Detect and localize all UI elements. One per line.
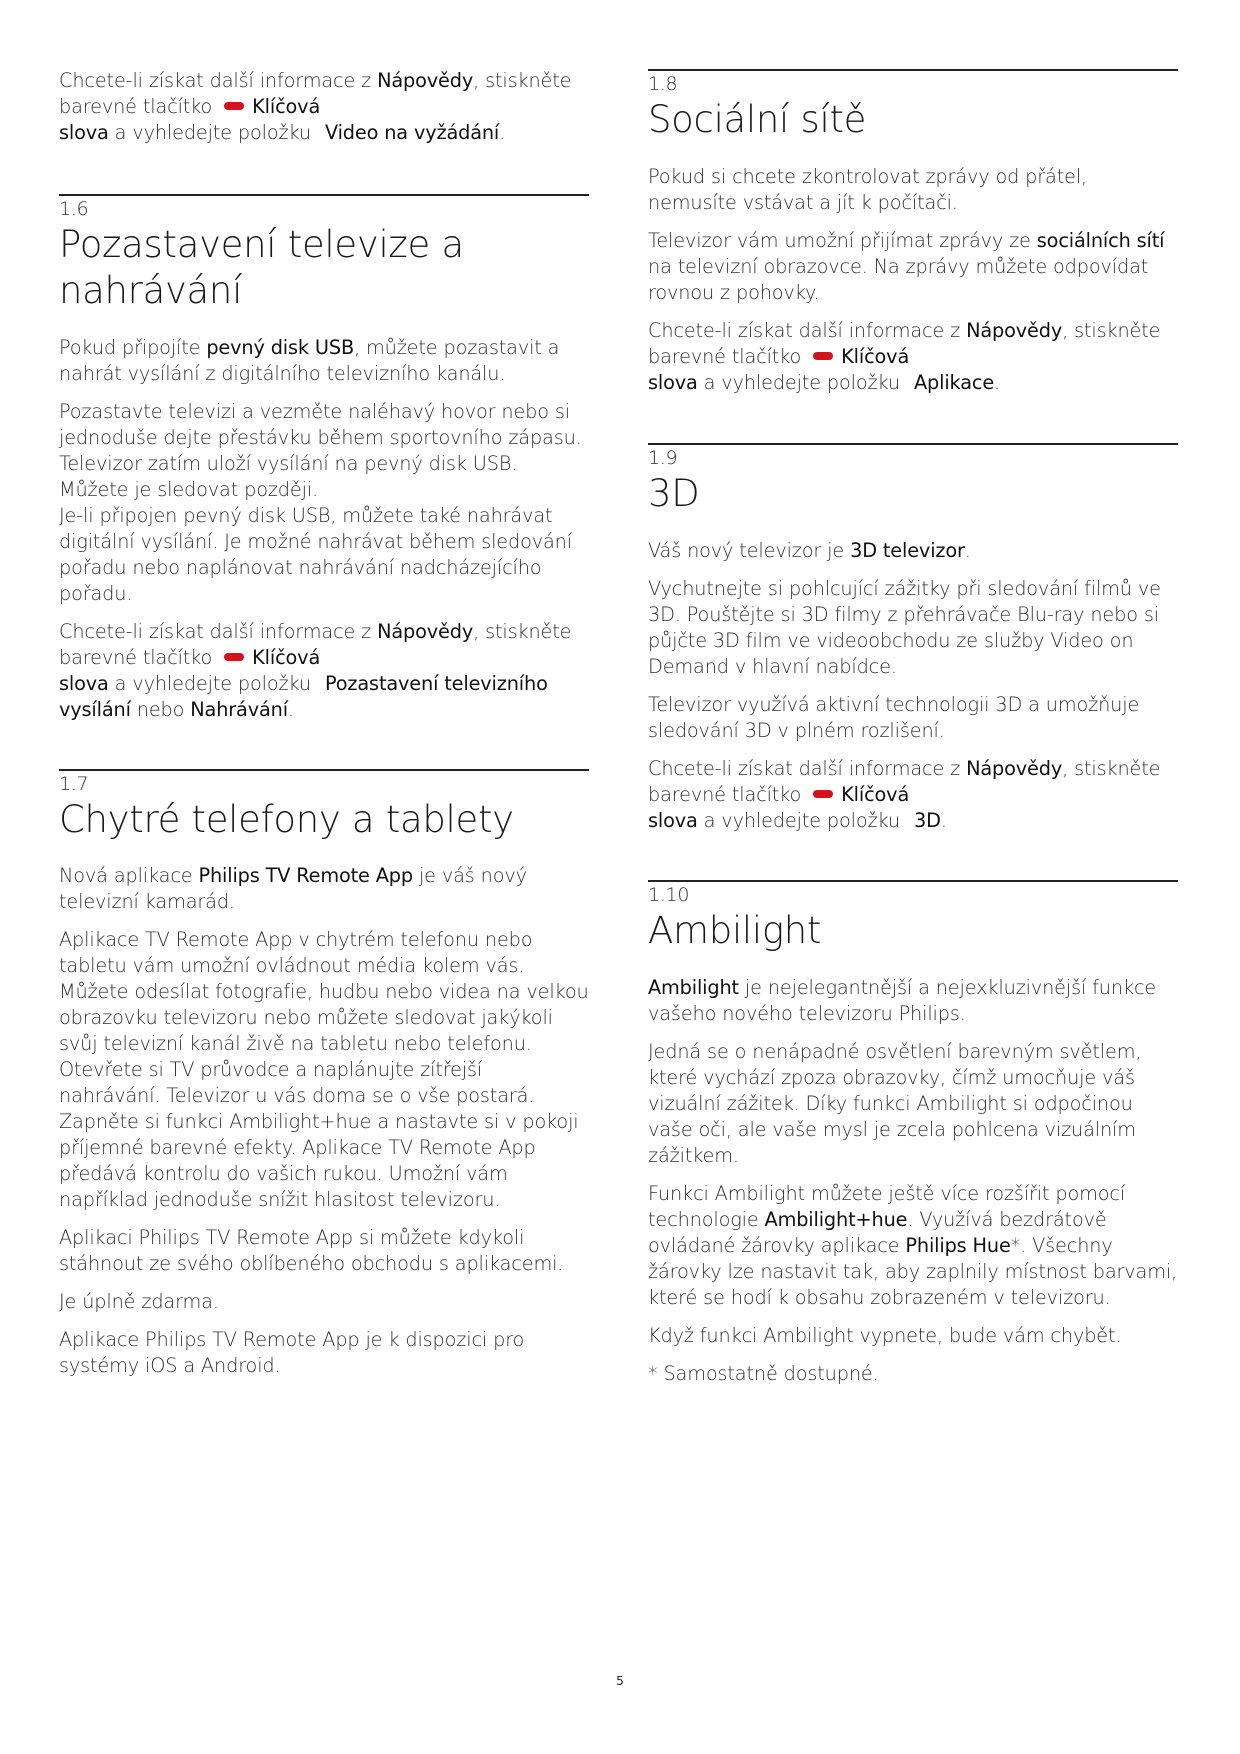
help-note: Chcete-li získat další informace z Nápovědy, stiskněte barevné tlačítko Klíčová slova a vyhledejte položku Pozastavení televizního vysílání nebo Nahrávání. <box>59 620 572 721</box>
help-note-video: Chcete-li získat další informace z Nápovědy, stiskněte barevné tlačítko Klíčová slova a vyhledejte položku Video na vyžádání. <box>59 69 572 144</box>
paragraph: Je-li připojen pevný disk USB, můžete také nahrávat digitální vysílání. Je možné nahrávat během sledování pořadu nebo naplánovat nahrávání nadcházejícího pořadu. <box>59 504 572 605</box>
section-1-6 <box>59 198 589 314</box>
paragraph: Televizor využívá aktivní technologii 3D a umožňuje sledování 3D v plném rozlišení. <box>648 693 1140 742</box>
help-note: Chcete-li získat další informace z Nápovědy, stiskněte barevné tlačítko Klíčová slova a vyhledejte položku 3D. <box>648 757 1161 832</box>
section-rule <box>59 769 589 771</box>
help-note: Chcete-li získat další informace z Nápovědy, stiskněte barevné tlačítko Klíčová slova a vyhledejte položku Aplikace. <box>648 319 1161 394</box>
section-title: 3D <box>648 472 700 515</box>
section-rule <box>59 194 589 196</box>
section-1-8 <box>648 73 1178 143</box>
section-1-10-body <box>648 975 1178 1387</box>
section-rule <box>648 443 1178 445</box>
red-key-icon <box>813 790 833 798</box>
help-link[interactable]: Nápovědy <box>966 757 1063 780</box>
section-title: Chytré telefony a tablety <box>59 798 514 841</box>
section-title: Pozastavení televize a nahrávání <box>59 223 464 312</box>
section-number: 1.6 <box>59 198 89 220</box>
footnote: * Samostatně dostupné. <box>648 1362 879 1385</box>
section-1-8-body <box>648 164 1178 396</box>
section-rule <box>648 69 1178 71</box>
section-1-7-body <box>59 863 589 1379</box>
paragraph: Je úplně zdarma. <box>59 1290 219 1313</box>
paragraph: Funkci Ambilight můžete ještě více rozšířit pomocí technologie Ambilight+hue. Využívá bezdrátově ovládané žárovky aplikace Philips Hue*. Všechny žárovky lze nastavit tak, aby zaplnily místnost barvami, které se hodí k obsahu zobrazeném v televizoru. <box>648 1182 1178 1309</box>
help-link[interactable]: Nápovědy <box>377 620 474 643</box>
section-1-6-body <box>59 335 589 723</box>
paragraph: Aplikace Philips TV Remote App je k dispozici pro systémy iOS a Android. <box>59 1328 525 1377</box>
paragraph: Když funkci Ambilight vypnete, bude vám chybět. <box>648 1324 1122 1347</box>
help-target[interactable]: Nahrávání <box>190 698 288 721</box>
red-key-icon <box>224 653 244 661</box>
section-number: 1.9 <box>648 447 678 469</box>
help-link[interactable]: Nápovědy <box>377 69 474 92</box>
help-target[interactable]: Video na vyžádání <box>324 121 500 144</box>
paragraph: Televizor vám umožní přijímat zprávy ze sociálních sítí na televizní obrazovce. Na zprávy můžete odpovídat rovnou z pohovky. <box>648 229 1165 304</box>
section-1-9 <box>648 447 1178 517</box>
paragraph: Aplikaci Philips TV Remote App si můžete kdykoli stáhnout ze svého oblíbeného obchodu s aplikacemi. <box>59 1226 564 1275</box>
section-number: 1.10 <box>648 884 690 906</box>
paragraph: Ambilight je nejelegantnější a nejexkluzivnější funkce vašeho nového televizoru Philips. <box>648 976 1157 1025</box>
help-link[interactable]: Nápovědy <box>966 319 1063 342</box>
section-number: 1.7 <box>59 773 89 795</box>
paragraph: Aplikace TV Remote App v chytrém telefonu nebo tabletu vám umožní ovládnout média kolem vás. Můžete odesílat fotografie, hudbu nebo videa na velkou obrazovku televizoru nebo můžete sledovat jakýkoli svůj televizní kanál živě na tabletu nebo telefonu. Otevřete si TV průvodce a naplánujte zítřejší nahrávání. Televizor u vás doma se o vše postará. Zapněte si funkci Ambilight+hue a nastavte si v pokoji příjemné barevné efekty. Aplikace TV Remote App předává kontrolu do vašich rukou. Umožní vám například jednoduše snížit hlasitost televizoru. <box>59 928 589 1211</box>
red-key-icon <box>224 102 244 110</box>
section-title: Sociální sítě <box>648 98 867 141</box>
help-target[interactable]: Aplikace <box>913 371 995 394</box>
paragraph: Pokud si chcete zkontrolovat zprávy od přátel, nemusíte vstávat a jít k počítači. <box>648 165 1088 214</box>
red-key-icon <box>813 352 833 360</box>
section-rule <box>648 880 1178 882</box>
help-target[interactable]: 3D <box>913 809 941 832</box>
paragraph: Vychutnejte si pohlcující zážitky při sledování filmů ve 3D. Pouštějte si 3D filmy z přehrávače Blu-ray nebo si půjčte 3D film ve videoobchodu ze služby Video on Demand v hlavní nabídce. <box>648 577 1161 678</box>
paragraph: Váš nový televizor je 3D televizor. <box>648 539 971 562</box>
section-1-9-body <box>648 538 1178 834</box>
section-title: Ambilight <box>648 909 822 952</box>
page-number: 5 <box>616 1674 624 1688</box>
section-1-10 <box>648 884 1178 954</box>
paragraph: Jedná se o nenápadné osvětlení barevným světlem, které vychází zpoza obrazovky, čímž umocňuje váš vizuální zážitek. Díky funkci Ambilight si odpočinou vaše oči, ale vaše mysl je zcela pohlcena vizuálním zážitkem. <box>648 1040 1142 1167</box>
paragraph: Pozastavte televizi a vezměte naléhavý hovor nebo si jednoduše dejte přestávku během sportovního zápasu. Televizor zatím uloží vysílání na pevný disk USB. Můžete je sledovat později. <box>59 400 582 501</box>
paragraph: Pokud připojíte pevný disk USB, můžete pozastavit a nahrát vysílání z digitálního televizního kanálu. <box>59 336 560 385</box>
paragraph: Nová aplikace Philips TV Remote App je váš nový televizní kamarád. <box>59 864 527 913</box>
section-1-7 <box>59 773 589 843</box>
help-target[interactable]: Pozastavení televizního vysílání <box>59 672 548 721</box>
section-number: 1.8 <box>648 73 678 95</box>
